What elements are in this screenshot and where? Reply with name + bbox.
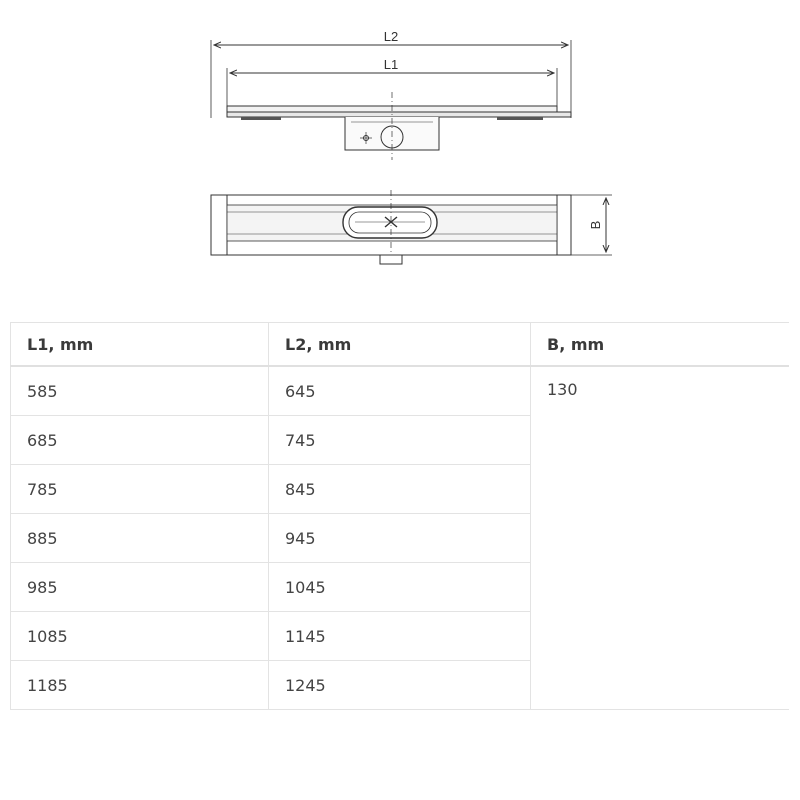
table-row	[11, 366, 789, 416]
dimensions-table	[10, 322, 789, 710]
cell-l1: 1185	[11, 661, 269, 710]
cell-l1: 785	[11, 465, 269, 514]
cell-l1: 985	[11, 563, 269, 612]
outlet-stub	[380, 255, 402, 264]
drain-frame	[227, 112, 571, 117]
header-b: B, mm	[531, 323, 789, 367]
cell-l2: 1145	[269, 612, 531, 661]
cell-b: 130	[531, 366, 789, 710]
cell-l2: 1245	[269, 661, 531, 710]
cell-l2: 1045	[269, 563, 531, 612]
cell-l1: 585	[11, 366, 269, 416]
dimension-label-b: B	[588, 220, 603, 230]
table-header-row	[11, 323, 789, 367]
technical-drawing	[0, 0, 800, 300]
cell-l2: 945	[269, 514, 531, 563]
cell-l1: 1085	[11, 612, 269, 661]
cell-l2: 645	[269, 366, 531, 416]
cell-l1: 885	[11, 514, 269, 563]
cell-l2: 745	[269, 416, 531, 465]
dimension-label-l1: L1	[383, 57, 399, 72]
header-l2: L2, mm	[269, 323, 531, 367]
cell-l2: 845	[269, 465, 531, 514]
plan-view	[211, 190, 612, 264]
dimension-label-l2: L2	[383, 29, 399, 44]
cell-l1: 685	[11, 416, 269, 465]
header-l1: L1, mm	[11, 323, 269, 367]
